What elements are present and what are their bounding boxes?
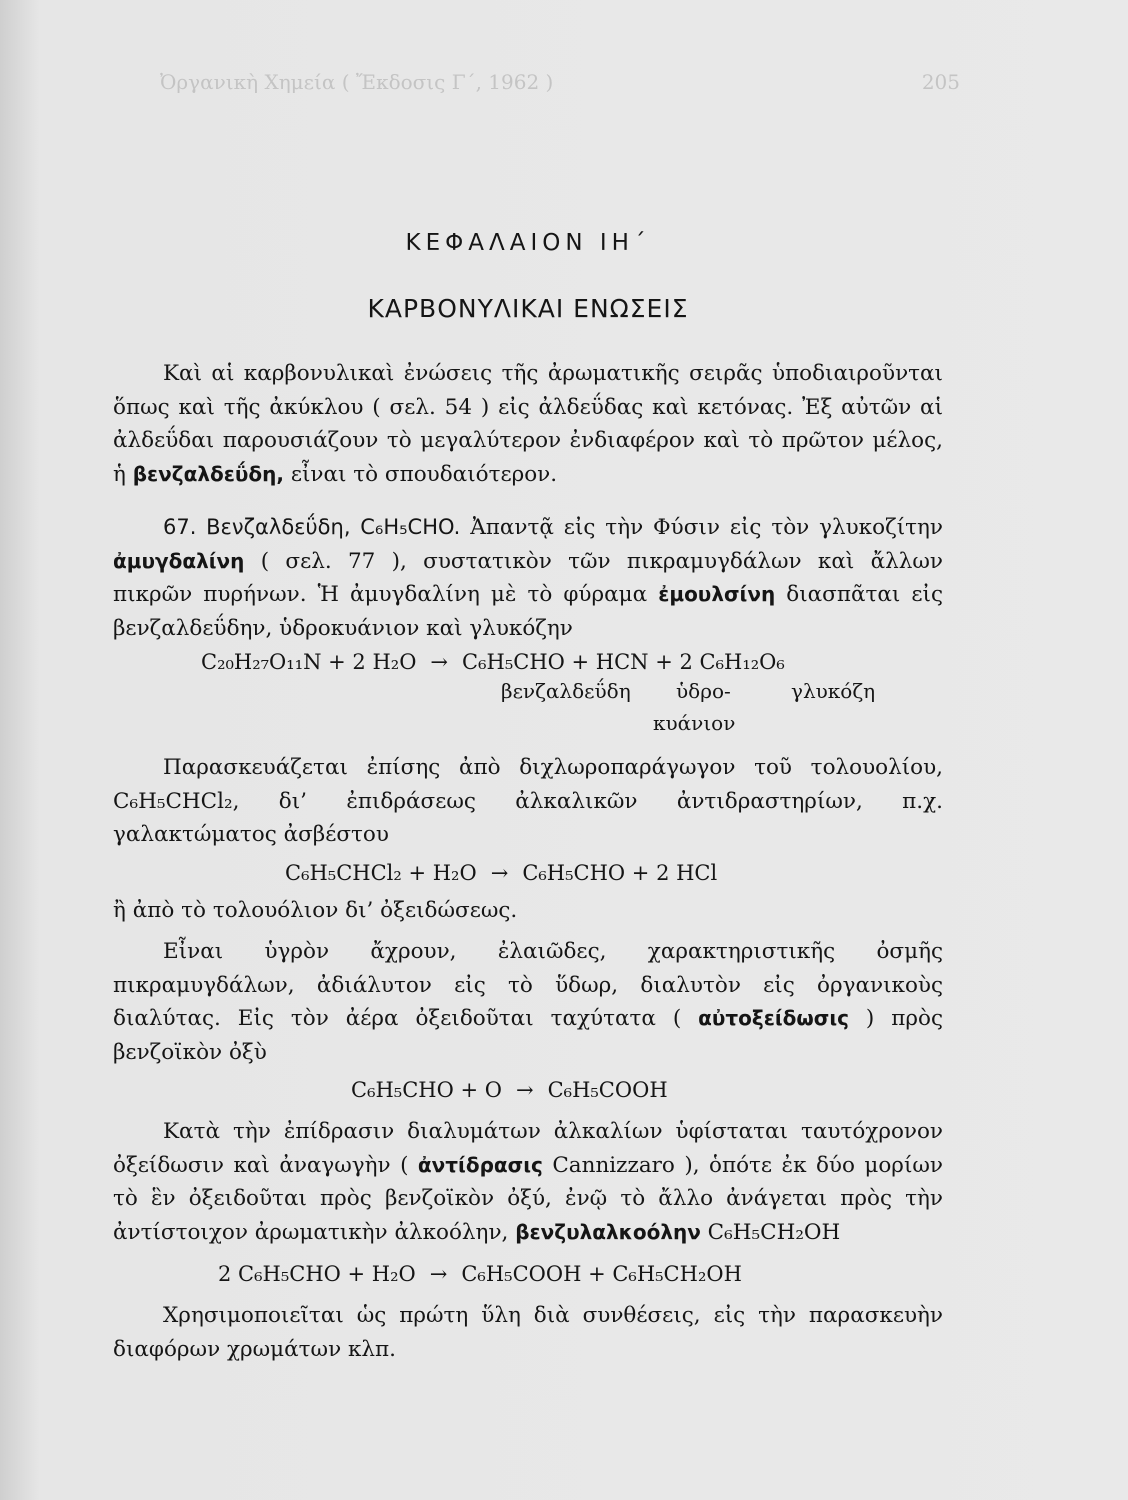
cannizzaro-text-1: Κατὰ τὴν ἐπίδρασιν διαλυμάτων ἀλκαλίων ὑφίσταται ταυτόχρονον ὀξείδωσιν καὶ ἀναγωγὴν ( [113, 1119, 943, 1178]
section-67-text-1: Ἀπαντᾷ εἰς τὴν Φύσιν εἰς τὸν γλυκοζίτην [460, 515, 943, 540]
eq1-arrow-icon: → [430, 650, 449, 674]
term-reaction: ἀντίδρασις [417, 1152, 543, 1177]
eq4-left: 2 C₆H₅CHO + H₂O [218, 1262, 416, 1286]
term-benzaldehyde: βενζαλδεΰδη, [132, 461, 284, 486]
eq2-left: C₆H₅CHCl₂ + H₂O [285, 860, 477, 885]
cannizzaro-text-3: C₆H₅CH₂OH [700, 1219, 841, 1245]
equation-amygdalin-hydrolysis [113, 645, 943, 679]
eq3-right: C₆H₅COOH [547, 1078, 668, 1102]
uses-paragraph: Χρησιμοποιεῖται ὡς πρώτη ὕλη διὰ συνθέσεις, εἰς τὴν παρασκευὴν διαφόρων χρωμάτων κλπ. [113, 1303, 943, 1362]
chapter-title: ΚΑΡΒΟΝΥΛΙΚΑΙ ΕΝΩΣΕΙΣ [367, 294, 689, 323]
intro-text-2: εἶναι τὸ σπουδαιότερον. [283, 461, 558, 487]
term-benzyl-alcohol: βενζυλαλκοόλην [515, 1219, 701, 1244]
bleed-through-header [160, 70, 960, 94]
equation-hydrolysis-dichloride [113, 856, 943, 890]
term-autoxidation: αὐτοξείδωσις [698, 1006, 849, 1030]
eq1-left: C₂₀H₂₇O₁₁N + 2 H₂O [201, 650, 417, 674]
eq2-right: C₆H₅CHO + 2 HCl [522, 860, 718, 885]
cannizzaro-paragraph [113, 1115, 943, 1249]
bleed-page-number: 205 [921, 70, 960, 94]
intro-paragraph [113, 357, 943, 491]
section-67-text-2: ( σελ. 77 ), συστατικὸν τῶν πικραμυγδάλων καὶ ἄλλων πικρῶν πυρήνων. Ἡ ἀμυγδαλίνη μὲ τὸ φύραμα [113, 548, 943, 607]
eq3-left: C₆H₅CHO + O [351, 1078, 502, 1102]
equation-autoxidation [113, 1073, 943, 1107]
eq2-arrow-icon: → [490, 860, 509, 885]
eq3-arrow-icon: → [515, 1078, 534, 1102]
eq1-product-labels [113, 679, 943, 743]
term-emulsin: ἐμουλσίνη [658, 582, 776, 606]
bleed-header-text: Ὀργανικὴ Χημεία ( Ἔκδοσις Γ΄, 1962 ) [160, 70, 554, 94]
label-hydrocyanic: ὑδρο- [676, 679, 731, 703]
label-glucose: γλυκόζη [791, 679, 876, 703]
properties-text-1: Εἶναι ὑγρὸν ἄχρουν, ἐλαιῶδες, χαρακτηριστικῆς ὀσμῆς πικραμυγδάλων, ἀδιάλυτον εἰς τὸ ὕδωρ, διαλυτὸν εἰς ὀργανικοὺς διαλύτας. Εἰς τὸν ἀέρα ὀξειδοῦται ταχύτατα ( [113, 939, 943, 1031]
eq4-arrow-icon: → [429, 1262, 448, 1286]
chapter-heading: ΚΕΦΑΛΑΙΟΝ ΙΗ΄ [405, 230, 651, 256]
oxidation-line: ἢ ἀπὸ τὸ τολουόλιον δι’ ὀξειδώσεως. [113, 897, 518, 923]
properties-text-2: ) πρὸς βενζοϊκὸν ὀξὺ [113, 1006, 943, 1065]
label-hydrocyanic-cont: κυάνιον [653, 711, 736, 735]
label-benzaldehyde: βενζαλδεΰδη [501, 679, 631, 703]
term-amygdalin: ἀμυγδαλίνη [113, 548, 245, 573]
equation-cannizzaro [113, 1257, 943, 1291]
properties-paragraph [113, 935, 943, 1069]
cannizzaro-text-2: Cannizzaro ), ὁπότε ἐκ δύο μορίων τὸ ἓν ὀξειδοῦται πρὸς βενζοϊκὸν ὀξύ, ἐνῷ τὸ ἄλλο ἀνάγεται πρὸς τὴν ἀντίστοιχον ἀρωματικὴν ἀλκοόλην, [113, 1152, 943, 1245]
section-67-paragraph [113, 511, 943, 645]
intro-text-1: Καὶ αἱ καρβονυλικαὶ ἐνώσεις τῆς ἀρωματικῆς σειρᾶς ὑποδιαιροῦνται ὅπως καὶ τῆς ἀκύκλου ( σελ. 54 ) εἰς ἀλδεΰδας καὶ κετόνας. Ἐξ αὐτῶν αἱ ἀλδεΰδαι παρουσιάζουν τὸ μεγαλύτερον ἐνδιαφέρον καὶ τὸ πρῶτον μέλος, ἡ [113, 361, 943, 487]
section-67-text-3: διασπᾶται εἰς βενζαλδεΰδην, ὑδροκυάνιον καὶ γλυκόζην [113, 582, 943, 641]
preparation-paragraph: Παρασκευάζεται ἐπίσης ἀπὸ διχλωροπαράγωγον τοῦ τολουολίου, C₆H₅CHCl₂, δι’ ἐπιδράσεως ἀλκαλικῶν ἀντιδραστηρίων, π.χ. γαλακτώματος ἀσβέστου [113, 755, 943, 847]
eq1-right: C₆H₅CHO + HCN + 2 C₆H₁₂O₆ [462, 650, 785, 674]
page-content [113, 230, 943, 1366]
section-67-heading: 67. Βενζαλδεΰδη, C₆H₅CHO. [163, 515, 461, 539]
eq4-right: C₆H₅COOH + C₆H₅CH₂OH [461, 1262, 742, 1286]
